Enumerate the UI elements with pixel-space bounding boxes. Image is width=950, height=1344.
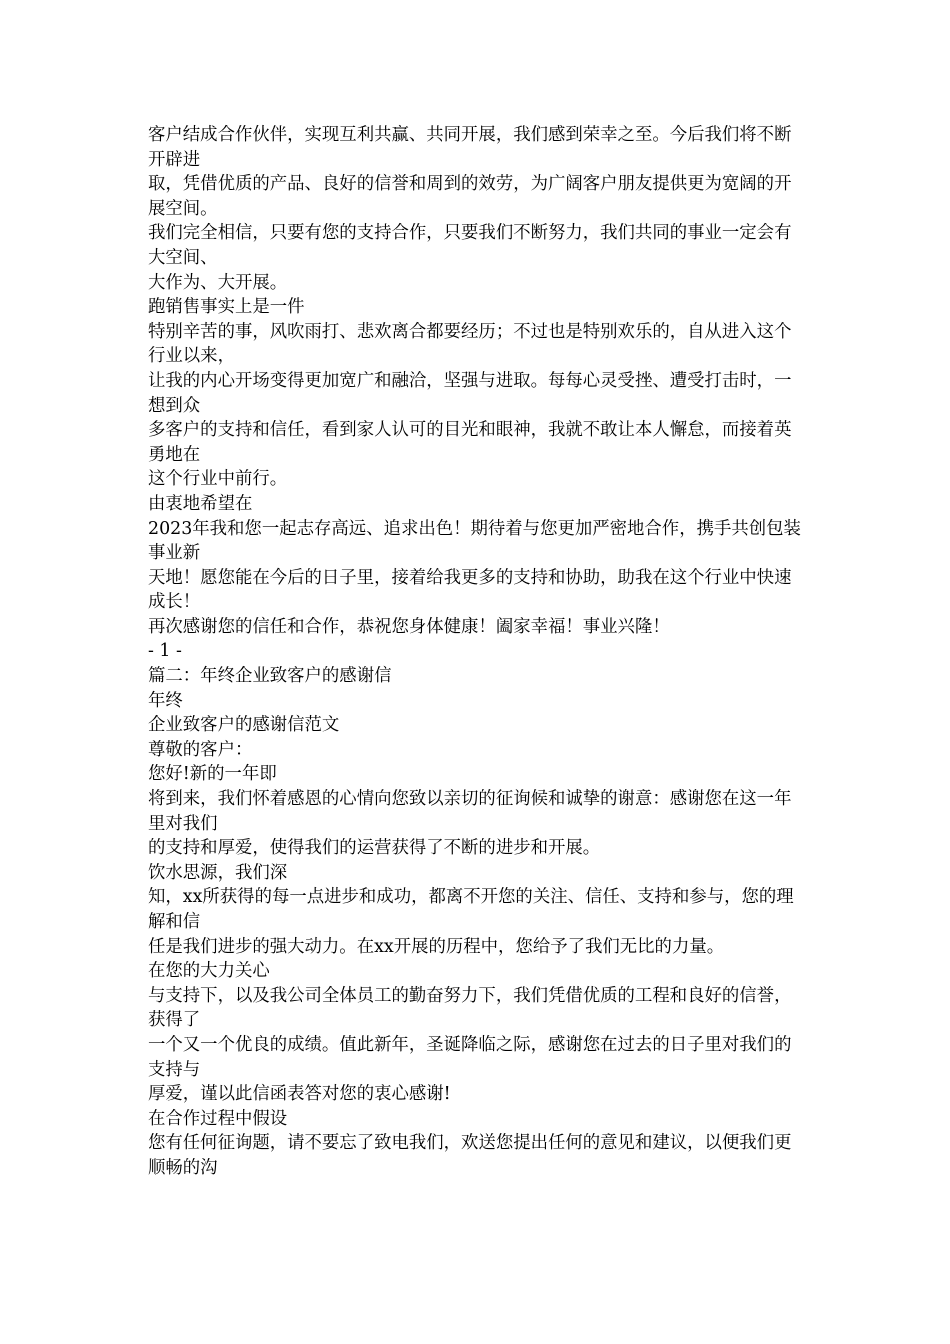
text-line: 年终 xyxy=(148,690,183,711)
text-line: 多客户的支持和信任，看到家人认可的目光和眼神，我就不敢让本人懈怠，而接着英勇地在 xyxy=(148,420,792,465)
text-line: 与支持下，以及我公司全体员工的勤奋努力下，我们凭借优质的工程和良好的信誉，获得了 xyxy=(148,985,792,1031)
text-line: 再次感谢您的信任和合作，恭祝您身体健康！阖家幸福！事业兴隆！ xyxy=(148,616,670,637)
text-line: 的支持和厚爱，使得我们的运营获得了不断的进步和开展。 xyxy=(148,838,601,859)
text-line: 客户结成合作伙伴，实现互利共赢、共同开展，我们感到荣幸之至。今后我们将不断开辟进 xyxy=(148,125,792,170)
text-line: 取，凭借优质的产品、良好的信誉和周到的效劳，为广阔客户朋友提供更为宽阔的开展空间。 xyxy=(148,174,792,219)
text-line: 饮水思源，我们深 xyxy=(148,862,288,883)
text-line: 您有任何征询题，请不要忘了致电我们，欢送您提出任何的意见和建议，以便我们更顺畅的沟 xyxy=(148,1133,792,1178)
text-line: 由衷地希望在 xyxy=(148,493,253,514)
text-line: 将到来，我们怀着感恩的心情向您致以亲切的征询候和诚挚的谢意：感谢您在这一年里对我们 xyxy=(148,789,792,834)
text-line: 我们完全相信，只要有您的支持合作，只要我们不断努力，我们共同的事业一定会有大空间、 xyxy=(148,223,792,268)
text-line: 2023年我和您一起志存高远、追求出色！期待着与您更加严密地合作，携手共创包装事业新 xyxy=(148,518,801,564)
text-line: 厚爱，谨以此信函表答对您的衷心感谢! xyxy=(148,1084,451,1105)
text-line: 在合作过程中假设 xyxy=(148,1108,288,1129)
text-line: 大作为、大开展。 xyxy=(148,272,288,293)
text-line: 您好!新的一年即 xyxy=(148,764,277,785)
text-line: 在您的大力关心 xyxy=(148,961,270,982)
text-line: 天地！愿您能在今后的日子里，接着给我更多的支持和协助，助我在这个行业中快速成长！ xyxy=(148,567,792,613)
text-line: 特别辛苦的事，风吹雨打、悲欢离合都要经历；不过也是特别欢乐的，自从进入这个行业以来， xyxy=(148,321,792,367)
text-line: 知，xx所获得的每一点进步和成功，都离不开您的关注、信任、支持和参与，您的理解和信 xyxy=(148,887,794,932)
text-line: 企业致客户的感谢信范文 xyxy=(148,715,340,736)
text-line: 任是我们进步的强大动力。在xx开展的历程中，您给予了我们无比的力量。 xyxy=(148,936,725,957)
document-body xyxy=(148,123,808,1181)
salutation: 尊敬的客户： xyxy=(148,739,253,760)
text-line: 让我的内心开场变得更加宽广和融洽，坚强与进取。每每心灵受挫、遭受打击时，一想到众 xyxy=(148,370,792,416)
text-line: 这个行业中前行。 xyxy=(148,469,288,490)
text-line: 一个又一个优良的成绩。值此新年，圣诞降临之际，感谢您在过去的日子里对我们的支持与 xyxy=(148,1034,792,1080)
text-line: 跑销售事实上是一件 xyxy=(148,297,305,318)
page-number: - 1 - xyxy=(148,641,182,662)
section-title: 篇二：年终企业致客户的感谢信 xyxy=(148,666,392,687)
